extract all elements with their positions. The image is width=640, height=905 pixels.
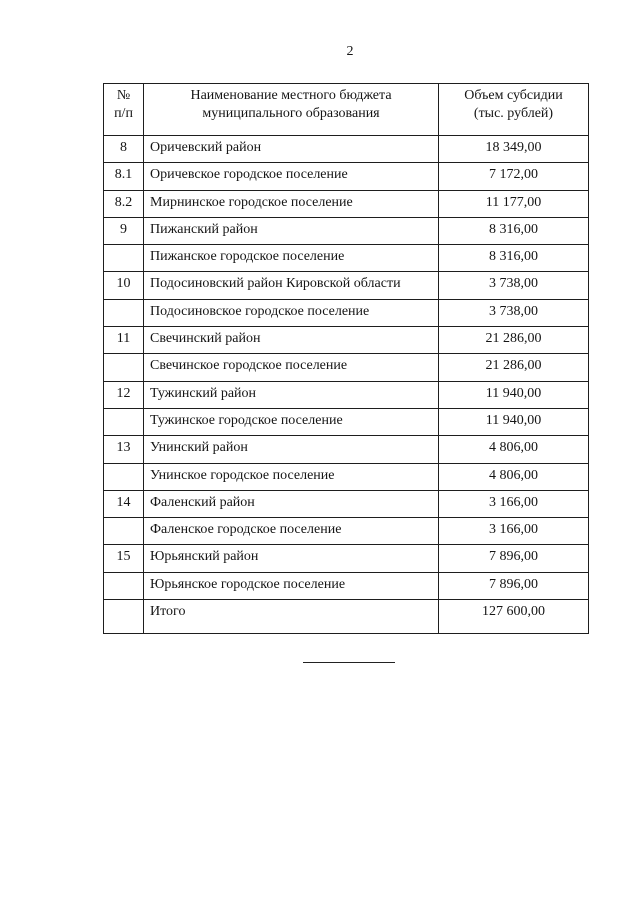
subsidy-amount-cell: 21 286,00 — [439, 327, 589, 354]
table-row — [104, 381, 589, 408]
table-row — [104, 408, 589, 435]
end-separator-line — [303, 662, 395, 663]
subsidy-amount-cell: 7 172,00 — [439, 163, 589, 190]
table-row — [104, 354, 589, 381]
header-text: Объем субсидии — [464, 88, 563, 103]
budget-name-cell: Подосиновское городское поселение — [144, 299, 439, 326]
budget-name-cell: Унинский район — [144, 436, 439, 463]
budget-name-cell: Унинское городское поселение — [144, 463, 439, 490]
subsidy-amount-cell: 3 166,00 — [439, 490, 589, 517]
subsidy-amount-cell: 21 286,00 — [439, 354, 589, 381]
table-row — [104, 299, 589, 326]
row-number-cell: 8.2 — [104, 190, 144, 217]
subsidy-amount-cell: 7 896,00 — [439, 572, 589, 599]
budget-name-cell: Тужинское городское поселение — [144, 408, 439, 435]
budget-name-cell: Тужинский район — [144, 381, 439, 408]
header-text: (тыс. рублей) — [473, 106, 554, 121]
subsidy-table — [103, 83, 589, 634]
row-number-cell — [104, 600, 144, 634]
table-row — [104, 545, 589, 572]
budget-name-cell: Пижанский район — [144, 217, 439, 244]
table-row — [104, 463, 589, 490]
budget-name-cell: Оричевский район — [144, 136, 439, 163]
subsidy-amount-cell: 11 940,00 — [439, 381, 589, 408]
subsidy-amount-cell: 8 316,00 — [439, 217, 589, 244]
page-number: 2 — [346, 44, 354, 59]
row-number-cell: 8.1 — [104, 163, 144, 190]
budget-name-cell: Фаленский район — [144, 490, 439, 517]
subsidy-amount-cell: 4 806,00 — [439, 463, 589, 490]
subsidy-amount-cell: 7 896,00 — [439, 545, 589, 572]
row-number-cell: 15 — [104, 545, 144, 572]
subsidy-amount-cell: 3 738,00 — [439, 272, 589, 299]
total-label-cell: Итого — [144, 600, 439, 634]
subsidy-amount-cell: 4 806,00 — [439, 436, 589, 463]
row-number-cell — [104, 518, 144, 545]
table-header-row — [104, 84, 589, 136]
row-number-cell — [104, 245, 144, 272]
row-number-cell — [104, 299, 144, 326]
row-number-cell: 11 — [104, 327, 144, 354]
row-number-cell: 12 — [104, 381, 144, 408]
row-number-cell — [104, 408, 144, 435]
budget-name-cell: Свечинское городское поселение — [144, 354, 439, 381]
budget-name-cell: Подосиновский район Кировской области — [144, 272, 439, 299]
row-number-cell — [104, 463, 144, 490]
table-row — [104, 136, 589, 163]
total-amount-cell: 127 600,00 — [439, 600, 589, 634]
header-text: муниципального образования — [202, 106, 380, 121]
table-row — [104, 490, 589, 517]
table-row — [104, 572, 589, 599]
row-number-cell: 9 — [104, 217, 144, 244]
row-number-cell: 8 — [104, 136, 144, 163]
row-number-cell: 13 — [104, 436, 144, 463]
row-number-cell — [104, 572, 144, 599]
table-row — [104, 436, 589, 463]
budget-name-cell: Юрьянский район — [144, 545, 439, 572]
table-row — [104, 217, 589, 244]
budget-name-cell: Фаленское городское поселение — [144, 518, 439, 545]
subsidy-amount-cell: 3 166,00 — [439, 518, 589, 545]
subsidy-amount-cell: 3 738,00 — [439, 299, 589, 326]
subsidy-amount-cell: 8 316,00 — [439, 245, 589, 272]
table-row — [104, 245, 589, 272]
subsidy-amount-cell: 11 940,00 — [439, 408, 589, 435]
row-number-cell — [104, 354, 144, 381]
row-number-header — [104, 84, 144, 136]
header-text: п/п — [114, 106, 133, 121]
header-text: № — [116, 88, 131, 103]
budget-name-cell: Мирнинское городское поселение — [144, 190, 439, 217]
subsidy-amount-header — [439, 84, 589, 136]
header-text: Наименование местного бюджета — [190, 88, 392, 103]
row-number-cell: 10 — [104, 272, 144, 299]
subsidy-amount-cell: 18 349,00 — [439, 136, 589, 163]
budget-name-cell: Юрьянское городское поселение — [144, 572, 439, 599]
table-row — [104, 327, 589, 354]
table-row — [104, 518, 589, 545]
table-row — [104, 272, 589, 299]
budget-name-cell: Свечинский район — [144, 327, 439, 354]
budget-name-cell: Оричевское городское поселение — [144, 163, 439, 190]
table-row — [104, 190, 589, 217]
table-row — [104, 163, 589, 190]
budget-name-cell: Пижанское городское поселение — [144, 245, 439, 272]
subsidy-amount-cell: 11 177,00 — [439, 190, 589, 217]
budget-name-header — [144, 84, 439, 136]
table-total-row — [104, 600, 589, 634]
row-number-cell: 14 — [104, 490, 144, 517]
